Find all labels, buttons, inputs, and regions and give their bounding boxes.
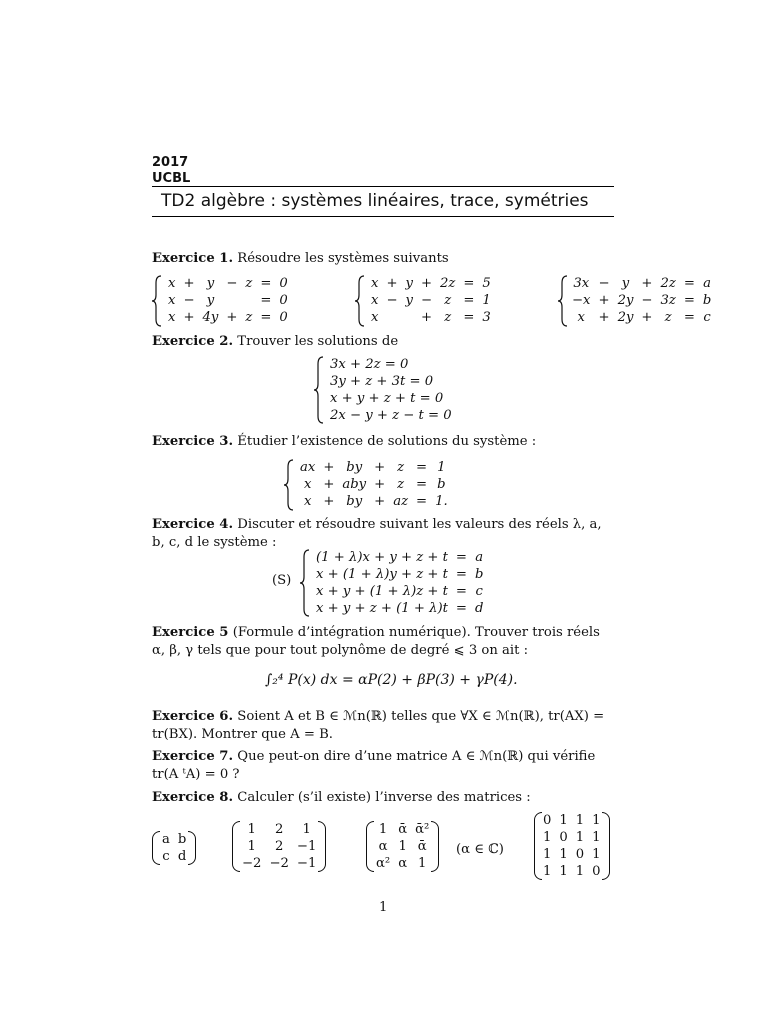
exercise-text: Calculer (s’il existe) l’inverse des matrices : <box>237 790 531 805</box>
exercise-3 <box>152 433 614 451</box>
header-year: 2017 <box>152 155 189 170</box>
exercise-text: Étudier l’existence de solutions du système : <box>237 434 537 449</box>
exercise-text: Résoudre les systèmes suivants <box>237 251 449 266</box>
exercise-text: Trouver les solutions de <box>237 334 399 349</box>
header-institution: UCBL <box>152 171 191 186</box>
ex1-system-b: x + y + 2z = 5 x − y − z = 1 x + z = 3 <box>355 275 495 326</box>
ex3-system: ax + by + z = 1 x + aby + z = b x + by + az = 1. <box>284 459 452 510</box>
exercise-label: Exercice 3. <box>152 434 234 449</box>
exercise-label: Exercice 8. <box>152 790 234 805</box>
exercise-text: Que peut-on dire d’une matrice A ∈ ℳn(ℝ) qui vérifie tr(A ᵗA) = 0 ? <box>152 749 596 782</box>
exercise-6 <box>152 708 614 744</box>
header-rule-top <box>152 186 614 187</box>
ex1-system-a: x + y − z = 0 x − y = 0 x + 4y + z = 0 <box>152 275 292 326</box>
exercise-text: (Formule d’intégration numérique). Trouver trois réels α, β, γ tels que pour tout polynôme de degré ⩽ 3 on ait : <box>152 625 600 658</box>
exercise-8 <box>152 789 614 807</box>
exercise-4 <box>152 516 614 552</box>
ex4-system-label: (S) <box>272 573 292 588</box>
ex1-system-c: 3x − y + 2z = a −x + 2y − 3z = b x + 2y + z = c <box>558 275 715 326</box>
exercise-2 <box>152 333 614 351</box>
ex5-formula: ∫₂⁴ P(x) dx = αP(2) + βP(3) + γP(4). <box>265 672 518 688</box>
exercise-label: Exercice 7. <box>152 749 234 764</box>
ex8-matrix-2: 1 2 1 1 2 −1 −2 −2 −1 <box>232 821 326 872</box>
ex8-matrix-1: a b c d <box>152 831 196 865</box>
exercise-label: Exercice 6. <box>152 709 234 724</box>
ex8-matrix-3: 1 ᾱ ᾱ² α 1 ᾱ α² α 1 <box>366 821 439 872</box>
exercise-1 <box>152 250 614 268</box>
page-title: TD2 algèbre : systèmes linéaires, trace, symétries <box>161 191 589 211</box>
header-rule-bottom <box>152 216 614 217</box>
ex4-system: (1 + λ)x + y + z + t = a x + (1 + λ)y + z + t = b x + y + (1 + λ)z + t = c x + y + z + (1 + λ)t = d <box>300 549 487 617</box>
ex2-system: 3x + 2z = 0 3y + z + 3t = 0 x + y + z + t = 0 2x − y + z − t = 0 <box>314 356 456 424</box>
ex8-matrix-4: 0 1 1 1 1 0 1 1 1 1 0 1 1 1 1 0 <box>534 812 610 880</box>
exercise-label: Exercice 1. <box>152 251 234 266</box>
exercise-7 <box>152 748 614 784</box>
exercise-text: Soient A et B ∈ ℳn(ℝ) telles que ∀X ∈ ℳn(ℝ), tr(AX) = tr(BX). Montrer que A = B. <box>152 709 605 742</box>
exercise-5 <box>152 624 614 660</box>
exercise-label: Exercice 5 <box>152 625 229 640</box>
exercise-text: Discuter et résoudre suivant les valeurs des réels λ, a, b, c, d le système : <box>152 517 602 550</box>
exercise-label: Exercice 2. <box>152 334 234 349</box>
exercise-label: Exercice 4. <box>152 517 234 532</box>
page-number: 1 <box>379 900 388 915</box>
ex8-alpha-note: (α ∈ ℂ) <box>456 842 504 857</box>
